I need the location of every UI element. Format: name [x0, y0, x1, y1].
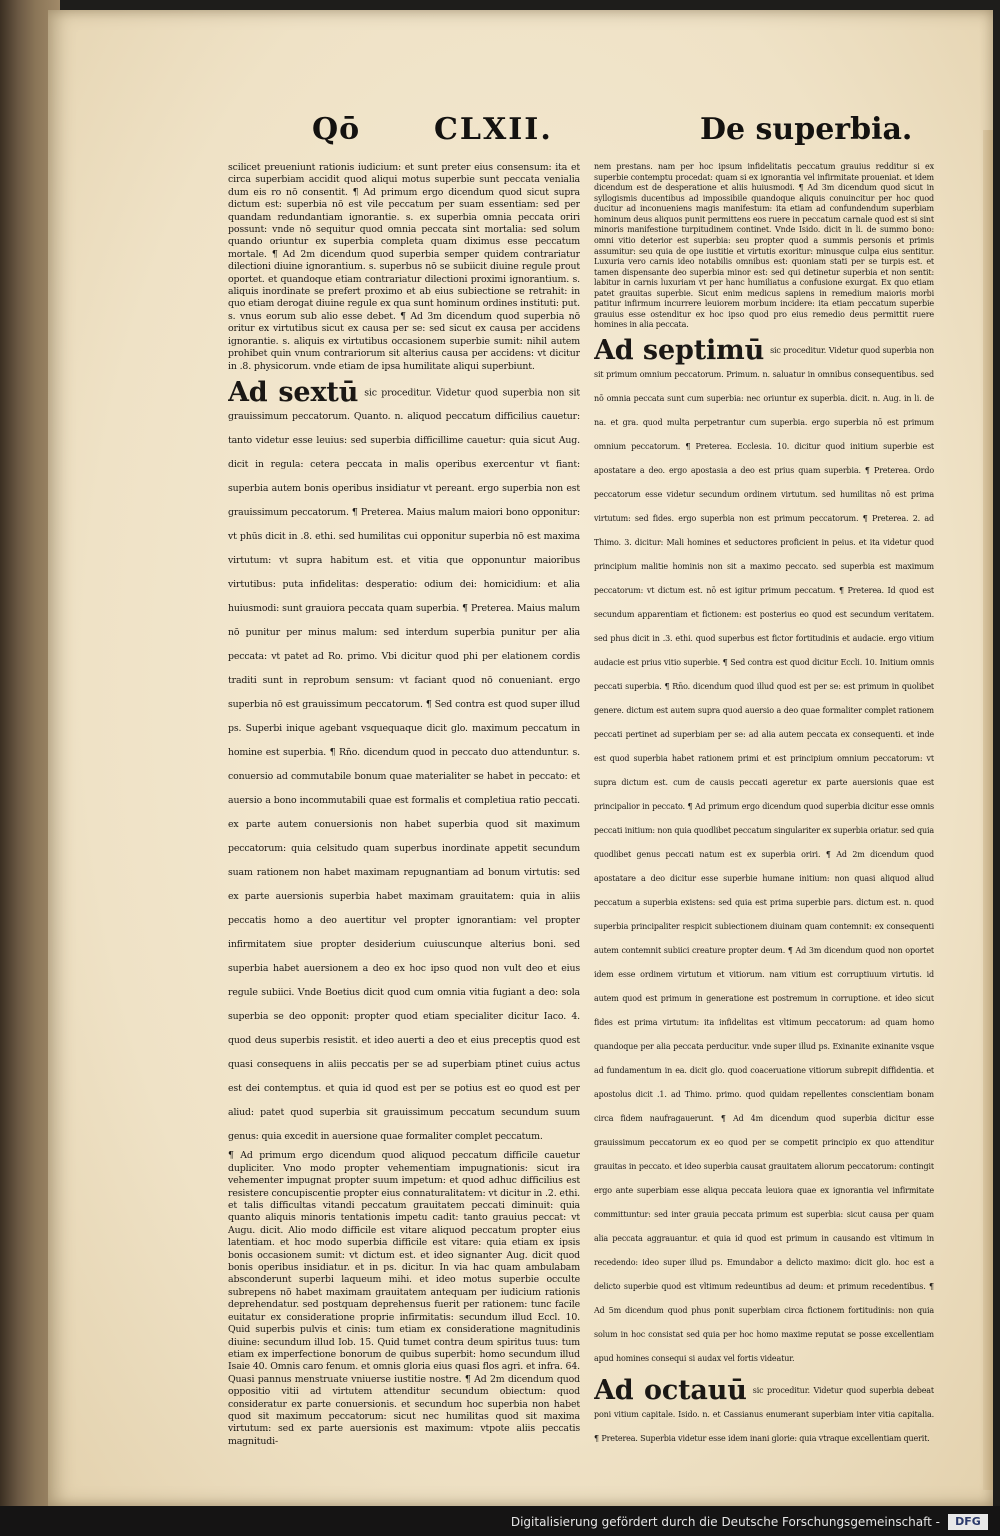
left-text-column [228, 162, 580, 1449]
article-incipit: Ad octauū [594, 1375, 747, 1406]
article-text: sic proceditur. Videtur quod superbia debeat poni vitium capitale. Isido. n. et Cassianus enumerant superbiam inter vitia capitalia. ¶ Preterea. Superbia videtur esse idem inani glorie: quia vtraque excellentiam querit. [594, 1386, 934, 1443]
footer-credit: Digitalisierung gefördert durch die Deutsche Forschungsgemeinschaft - [510, 1515, 940, 1529]
right-text-column [594, 162, 934, 1452]
folio-number: CLXII. [434, 112, 553, 147]
running-head-question: Qō [312, 112, 361, 147]
text-paragraph: ¶ Ad primum ergo dicendum quod aliquod peccatum difficile cauetur dupliciter. Vno modo propter vehementiam impugnationis: sicut ira vehementer impugnat propter suum impetum: et quod adhuc difficilius est resistere concupiscentie propter eius connaturalitatem: vt dicitur in .2. ethi. et talis difficultas vitandi peccatum grauitatem peccati diminuit: quia quanto aliquis minoris tentationis impetu cadit: tanto grauius peccat: vt Augu. dicit. Alio modo difficile est vitare aliquod peccatum propter eius latentiam. et hoc modo superbia difficile est vitare: quia etiam ex ipsis bonis occasionem sumit: vt dictum est. et ideo signanter Aug. dicit quod bonis operibus insidiatur. et in ps. dicitur. In via hac quam ambulabam absconderunt superbi laqueum mihi. et ideo motus superbie occulte subrepens nō habet maximam grauitatem antequam per iudicium rationis deprehendatur. sed postquam deprehensus fuerit per rationem: tunc facile euitatur ex consideratione proprie infirmitatis: secundum illud Eccl. 10. Quid superbis pulvis et cinis: tum etiam ex consideratione magnitudinis diuine: secundum illud Iob. 15. Quid tumet contra deum spiritus tuus: tum etiam ex imperfectione bonorum de quibus superbit: homo secundum illud Isaie 40. Omnis caro fenum. et omnis gloria eius quasi flos agri. et infra. 64. Quasi pannus menstruate vniuerse iustitie nostre. ¶ Ad 2m dicendum quod oppositio vitii ad virtutem attenditur secundum obiectum: quod consideratur ex parte conuersionis. et secundum hoc superbia non habet quod sit maximum peccatorum: sicut nec humilitas quod sit maxima virtutum: sed ex parte auersionis est maximum: vtpote aliis peccatis magnitudi- [228, 1150, 580, 1447]
article-heading [594, 335, 934, 1371]
dfg-logo: DFG [948, 1514, 988, 1530]
article-text: sic proceditur. Videtur quod superbia non sit grauissimum peccatorum. Quanto. n. aliquod peccatum difficilius cauetur: tanto videtur esse leuius: sed superbia difficillime cauetur: quia sicut Aug. dicit in regula: cetera peccata in malis operibus exercentur vt fiant: superbia autem bonis operibus insidiatur vt pereant. ergo superbia non est grauissimum peccatorum. ¶ Preterea. Maius malum maiori bono opponitur: vt phūs dicit in .8. ethi. sed humilitas cui opponitur superbia nō est maxima virtutum: vt supra habitum est. et vitia que opponuntur maioribus virtutibus: puta infidelitas: desperatio: odium dei: homicidium: et alia huiusmodi: sunt grauiora peccata quam superbia. ¶ Preterea. Maius malum nō punitur per minus malum: sed interdum superbia punitur per alia peccata: vt patet ad Ro. primo. Vbi dicitur quod phi per elationem cordis traditi sunt in reprobum sensum: vt faciant quod nō conueniant. ergo superbia nō est grauissimum peccatorum. ¶ Sed contra est quod super illud ps. Superbi inique agebant vsquequaque dicit glo. maximum peccatum in homine est superbia. ¶ Rn̄o. dicendum quod in peccato duo attenduntur. s. conuersio ad commutabile bonum quae materialiter se habet in peccato: et auersio a bono incommutabili quae est formalis et completiua ratio peccati. ex parte autem conuersionis non habet superbia quod sit maximum peccatorum: quia celsitudo quam superbus inordinate appetit secundum suam rationem non habet maximam repugnantiam ad bonum virtutis: sed ex parte auersionis superbia habet maximam grauitatem: quia in aliis peccatis homo a deo auertitur vel propter ignorantiam: vel propter infirmitatem siue propter desiderium cuiuscunque alterius boni. sed superbia habet auersionem a deo ex hoc ipso quod non vult deo et eius regule subiici. Vnde Boetius dicit quod cum omnia vitia fugiant a deo: sola superbia se deo opponit: propter quod etiam specialiter dicitur Iaco. 4. quod deus superbis resistit. et ideo auerti a deo et eius preceptis quod est quasi consequens in aliis peccatis per se ad superbiam ptinet cuius actus est dei contemptus. et quia id quod est per se potius est eo quod est per aliud: patet quod superbia sit grauissimum peccatum secundum suum genus: quia excedit in auersione quae formaliter complet peccatum. [228, 387, 580, 1143]
next-page-edge [983, 130, 993, 1490]
article-text: sic proceditur. Videtur quod superbia non sit primum omnium peccatorum. Primum. n. saluatur in omnibus consequentibus. sed nō omnia peccata sunt cum superbia: nec oriuntur ex superbia. dicit. n. Aug. in li. de na. et gra. quod multa perpetrantur cum superbia. ergo superbia nō est primum omnium peccatorum. ¶ Preterea. Ecclesia. 10. dicitur quod initium superbie est apostatare a deo. ergo apostasia a deo est prius quam superbia. ¶ Preterea. Ordo peccatorum esse videtur secundum ordinem virtutum. sed humilitas nō est prima virtutum: sed fides. ergo superbia non est primum peccatorum. ¶ Preterea. 2. ad Thimo. 3. dicitur: Mali homines et seductores proficient in peius. et ita videtur quod principium malitie hominis non sit a maximo peccato. sed superbia est maximum peccatorum: vt dictum est. nō est igitur primum peccatum. ¶ Preterea. Id quod est secundum apparentiam et fictionem: est posterius eo quod est secundum veritatem. sed phus dicit in .3. ethi. quod superbus est fictor fortitudinis et audacie. ergo vitium audacie est prius vitio superbie. ¶ Sed contra est quod dicitur Eccli. 10. Initium omnis peccati superbia. ¶ Rn̄o. dicendum quod illud quod est per se: est primum in quolibet genere. dictum est autem supra quod auersio a deo quae formaliter complet rationem peccati pertinet ad superbiam per se: ad alia autem peccata ex consequenti. et inde est quod superbia habet rationem primi et est principium omnium peccatorum: vt supra dictum est. cum de causis peccati ageretur ex parte auersionis quae est principalior in peccato. ¶ Ad primum ergo dicendum quod superbia dicitur esse omnis peccati initium: non quia quodlibet peccatum singulariter ex superbia oriatur. sed quia quodlibet genus peccati natum est ex superbia oriri. ¶ Ad 2m dicendum quod apostatare a deo dicitur esse superbie humane initium: non quasi aliquod aliud peccatum a superbia existens: sed quia est prima superbie pars. dictum est. n. quod superbia principaliter respicit subiectionem diuinam quam contemnit: ex consequenti autem contemnit subiici creature propter deum. ¶ Ad 3m dicendum quod non oportet idem esse ordinem virtutum et vitiorum. nam vitium est corruptiuum virtutis. id autem quod est primum in generatione est postremum in corruptione. et ideo sicut fides est prima virtutum: ita infidelitas est vltimum peccatorum: ad quam homo quandoque per alia peccata perducitur. vnde super illud ps. Exinanite exinanite vsque ad fundamentum in ea. dicit glo. quod coaceruatione vitiorum subrepit diffidentia. et apostolus dicit .1. ad Thimo. primo. quod quidam repellentes conscientiam bonam circa fidem naufragauerunt. ¶ Ad 4m dicendum quod superbia dicitur esse grauissimum peccatorum ex eo quod per se competit principio ex quo attenditur grauitas in peccato. et ideo superbia causat grauitatem aliorum peccatorum: contingit ergo ante superbiam esse aliqua peccata leuiora quae ex ignorantia vel infirmitate committuntur: sed inter grauia peccata primum est superbia: sicut causa per quam alia peccata aggrauantur. et quia id quod est primum in causando est vltimum in recedendo: ideo super illud ps. Emundabor a delicto maximo: dicit glo. hoc est a delicto superbie quod est vltimum redeuntibus ad deum: et primum recedentibus. ¶ Ad 5m dicendum quod phus ponit superbiam circa fictionem fortitudinis: non quia solum in hoc consistat sed quia per hoc homo maxime reputat se posse excellentiam apud homines consequi si audax vel fortis videatur. [594, 346, 934, 1363]
running-head-title: De superbia. [700, 112, 913, 147]
article-incipit: Ad septimū [594, 335, 765, 366]
article-heading [594, 1375, 934, 1451]
article-heading [228, 376, 580, 1150]
text-paragraph: scilicet preueniunt rationis iudicium: et sunt preter eius consensum: ita et circa superbiam accidit quod aliqui motus superbie sunt peccata venialia dum eis ro nō consentit. ¶ Ad primum ergo dicendum quod sicut supra dictum est: superbia nō est vile peccatum per suam essentiam: sed per quandam redundantiam ignorantie. s. ex superbia omnia peccata oriri possunt: vnde nō sequitur quod omnia peccata sint mortalia: sed solum quando oriuntur ex superbia completa quam diximus esse peccatum mortale. ¶ Ad 2m dicendum quod superbia semper quidem contrariatur dilectioni diuine ignorantium. s. superbus nō se subiicit diuine regule prout oportet. et quandoque etiam contrariatur dilectioni proximi ignorantium. s. aliquis inordinate se prefert proximo et ab eius subiectione se retrahit: in quo etiam derogat diuine regule ex qua sunt hominum ordines instituti: put. s. vnus eorum sub alio esse debet. ¶ Ad 3m dicendum quod superbia nō oritur ex virtutibus sicut ex causa per se: sed sicut ex causa per accidens ignorantie. s. aliquis ex virtutibus occasionem superbie sumit: nihil autem prohibet quin vnum contrariorum sit alterius causa per accidens: vt dicitur in .8. physicorum. vnde etiam de ipsa humilitate aliqui superbiunt. [228, 162, 580, 372]
article-incipit: Ad sextū [228, 376, 359, 408]
footer-bar [0, 1506, 1000, 1536]
text-paragraph: nem prestans. nam per hoc ipsum infidelitatis peccatum grauius redditur si ex superbie contemptu procedat: quam si ex ignorantia vel infirmitate proueniat. et idem dicendum est de desperatione et aliis huiusmodi. ¶ Ad 3m dicendum quod sicut in syllogismis ducentibus ad impossibile quandoque aliquis conuincitur per hoc quod ducitur ad inconueniens magis manifestum: ita etiam ad confundendum superbiam hominum deus aliquos punit permittens eos ruere in peccatum carnale quod est si sint minoris manifestione turpitudinem continet. Vnde Isido. dicit in li. de summo bono: omni vitio deterior est superbia: seu propter quod a summis personis et primis assumitur: seu quia de ope iustitie et virtutis exoritur: minusque culpa eius sentitur. Luxuria vero carnis ideo notabilis omnibus est: quoniam stati per se turpis est. et tamen dispensante deo superbia minor est: sed qui detinetur superbia et non sentit: labitur in carnis luxuriam vt per hanc humiliatus a confusione exurgat. Ex quo etiam patet grauitas superbie. Sicut enim medicus sapiens in remedium maioris morbi patitur infirmum incurrere leuiorem morbum incidere: ita etiam peccatum superbie grauius esse ostenditur ex hoc ipso quod pro eius remedio deus permittit ruere homines in alia peccata. [594, 162, 934, 330]
